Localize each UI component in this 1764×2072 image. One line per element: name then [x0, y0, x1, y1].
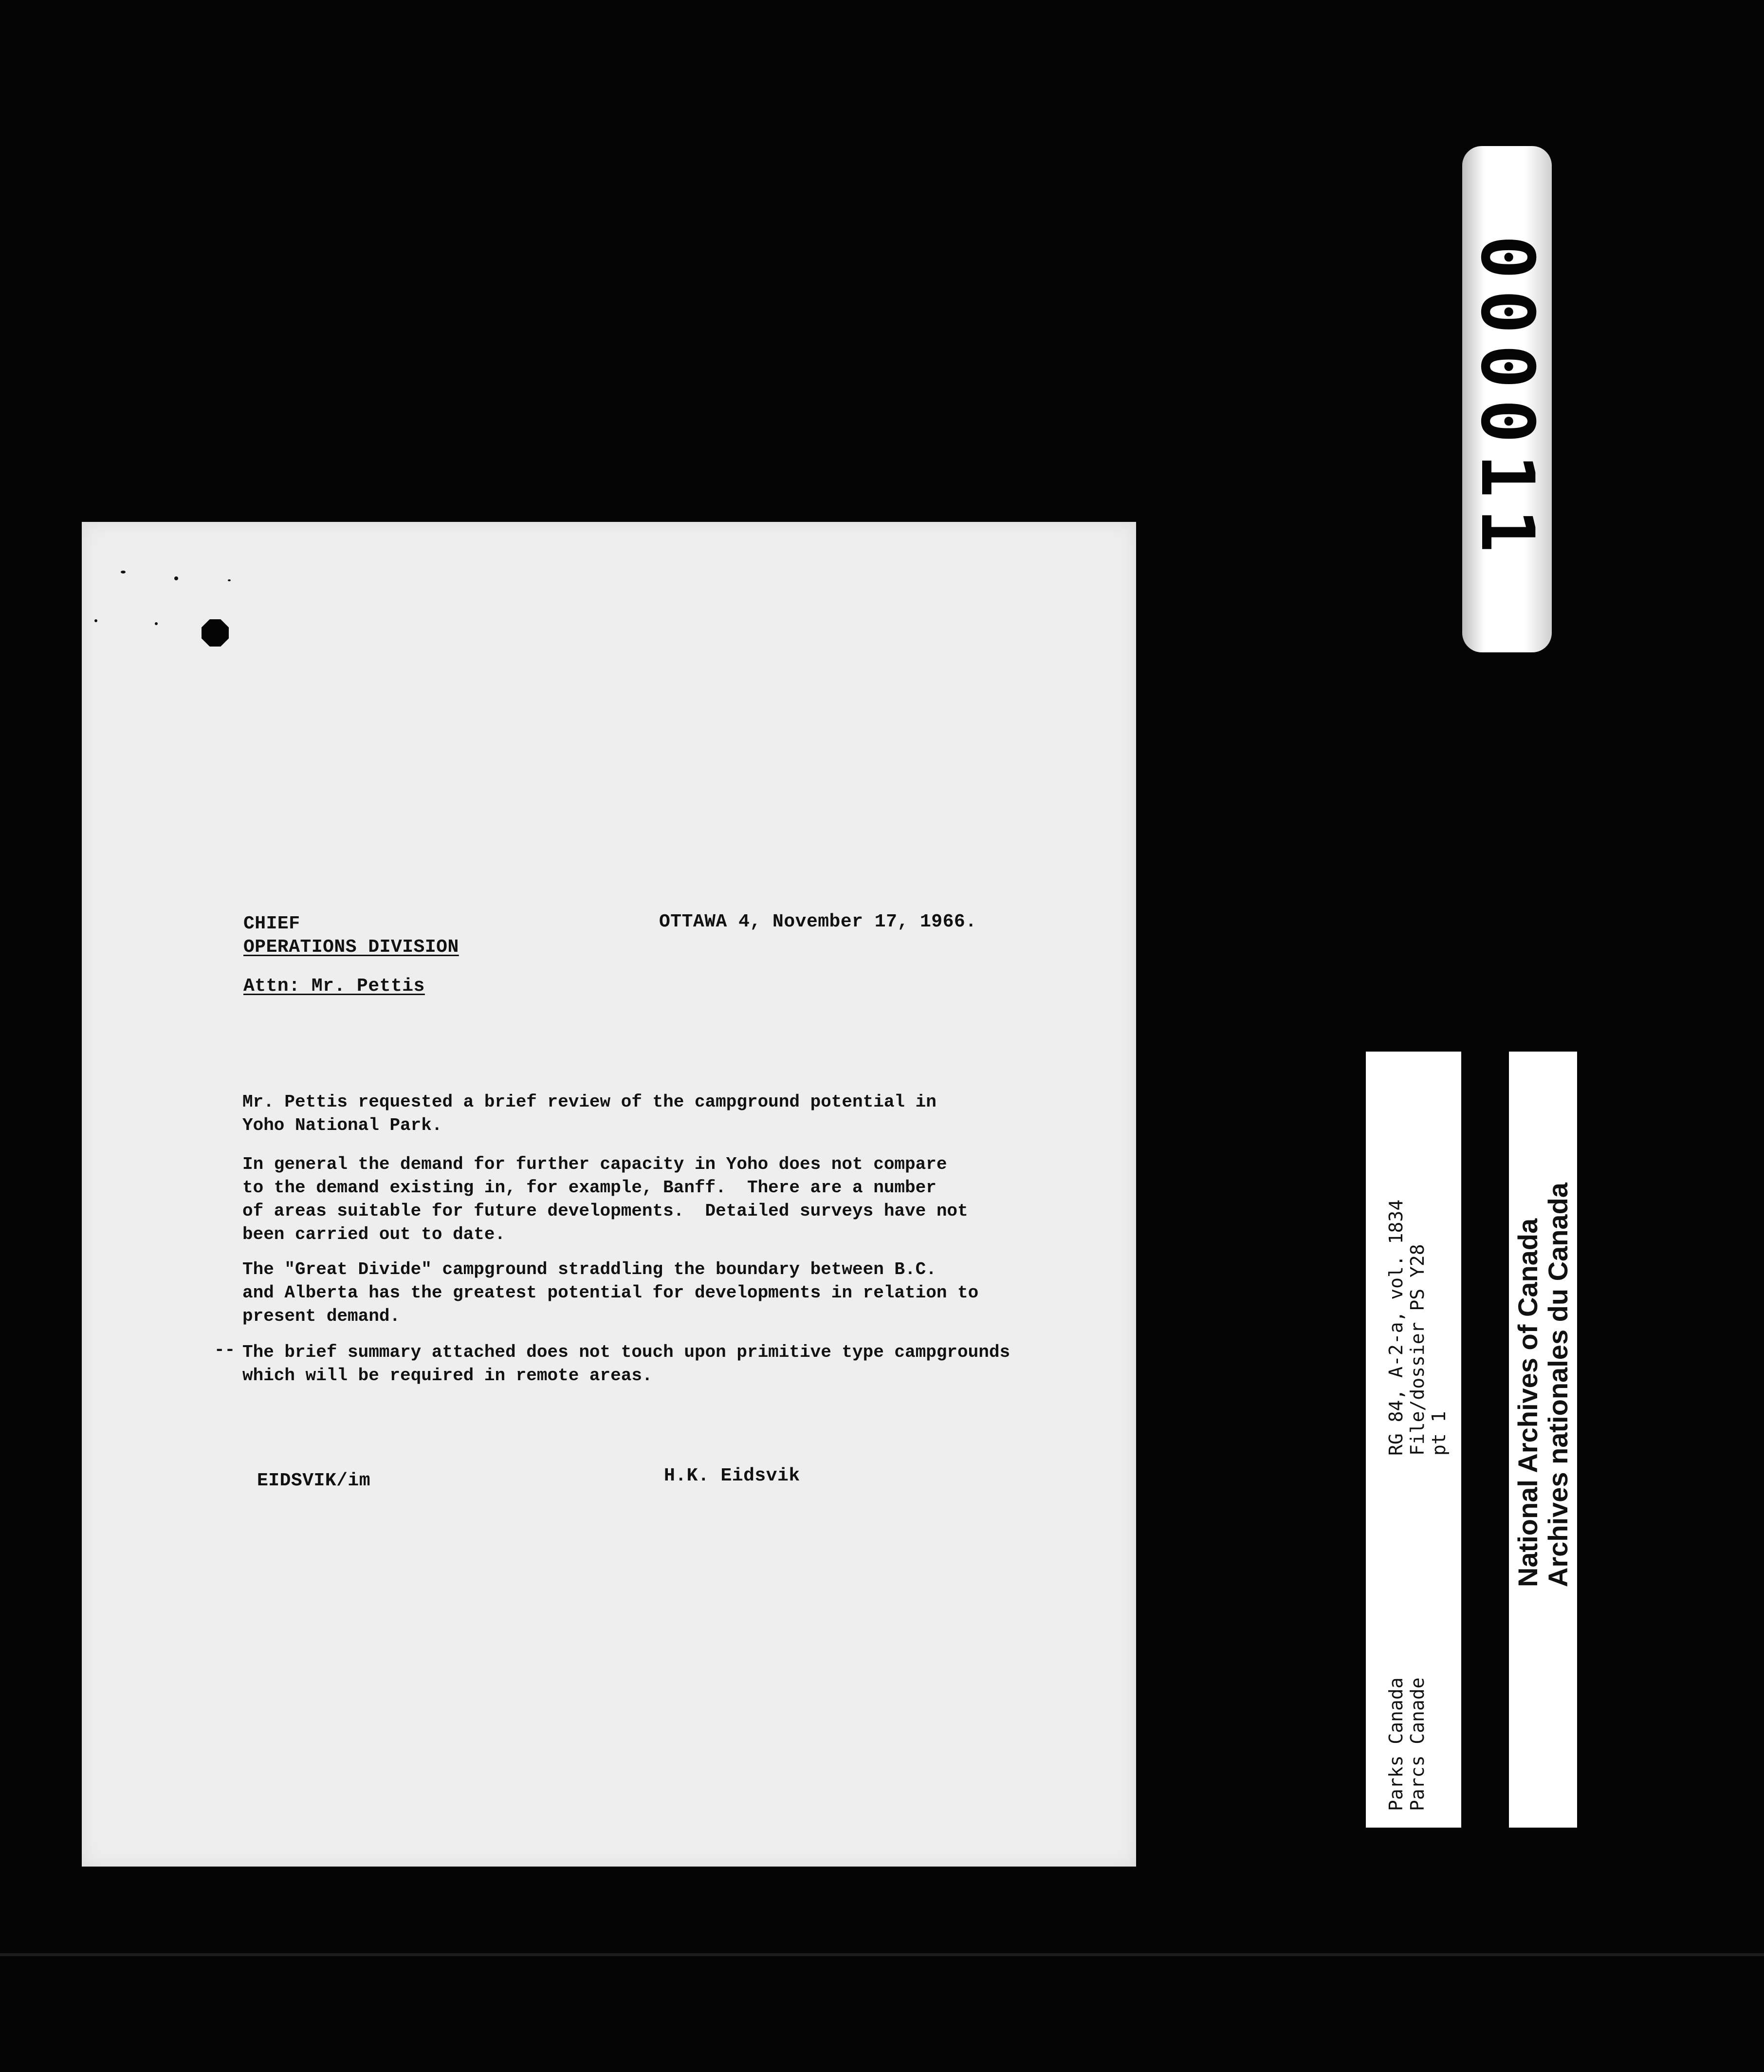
frame-number-strip	[1462, 146, 1552, 652]
scanner-edge-line	[0, 1953, 1764, 1956]
recipient-division: OPERATIONS DIVISION	[243, 937, 459, 958]
dust-speck	[155, 622, 158, 625]
reference-block	[1385, 1200, 1450, 1456]
paragraph-3: The "Great Divide" campground straddling the boundary between B.C. and Alberta has the greatest potential for developments in relation to present demand.	[242, 1259, 979, 1326]
institution-line: Parcs Canade	[1407, 1677, 1428, 1811]
punch-hole	[202, 619, 229, 647]
institution-block	[1385, 1677, 1428, 1811]
memo-sheet	[82, 522, 1136, 1867]
national-archives-label	[1509, 1052, 1577, 1828]
archive-reference-label	[1366, 1052, 1461, 1828]
national-archives-block	[1513, 1183, 1573, 1587]
reference-line: File/dossier PS Y28	[1407, 1244, 1428, 1456]
paragraph-4: The brief summary attached does not touch upon primitive type campgrounds which will be required in remote areas.	[242, 1342, 1011, 1386]
label-divider	[1499, 1052, 1507, 1828]
reference-line: pt 1	[1428, 1411, 1450, 1456]
frame-number: 000011	[1465, 235, 1549, 563]
reference-line: RG 84, A-2-a, vol. 1834	[1385, 1199, 1407, 1456]
attention-line: Attn: Mr. Pettis	[243, 976, 425, 997]
dust-speck	[121, 571, 126, 574]
dust-speck	[228, 579, 231, 581]
margin-mark: --	[214, 1340, 236, 1360]
signature-name: H.K. Eidsvik	[664, 1465, 800, 1486]
paragraph-1: Mr. Pettis requested a brief review of the campground potential in Yoho National Park.	[242, 1092, 937, 1135]
paragraph-2: In general the demand for further capacity in Yoho does not compare to the demand existing in, for example, Banff. There are a number of areas suitable for future developments. Detailed surveys have not been carried out to date.	[242, 1154, 968, 1244]
typist-reference: EIDSVIK/im	[257, 1470, 371, 1491]
national-archives-line: National Archives of Canada	[1512, 1218, 1543, 1587]
institution-line: Parks Canada	[1385, 1677, 1407, 1811]
recipient-title: CHIEF	[243, 913, 300, 934]
dust-speck	[94, 619, 97, 622]
dust-speck	[174, 576, 178, 580]
national-archives-line: Archives nationales du Canada	[1543, 1183, 1573, 1587]
date-line: OTTAWA 4, November 17, 1966.	[659, 911, 977, 932]
